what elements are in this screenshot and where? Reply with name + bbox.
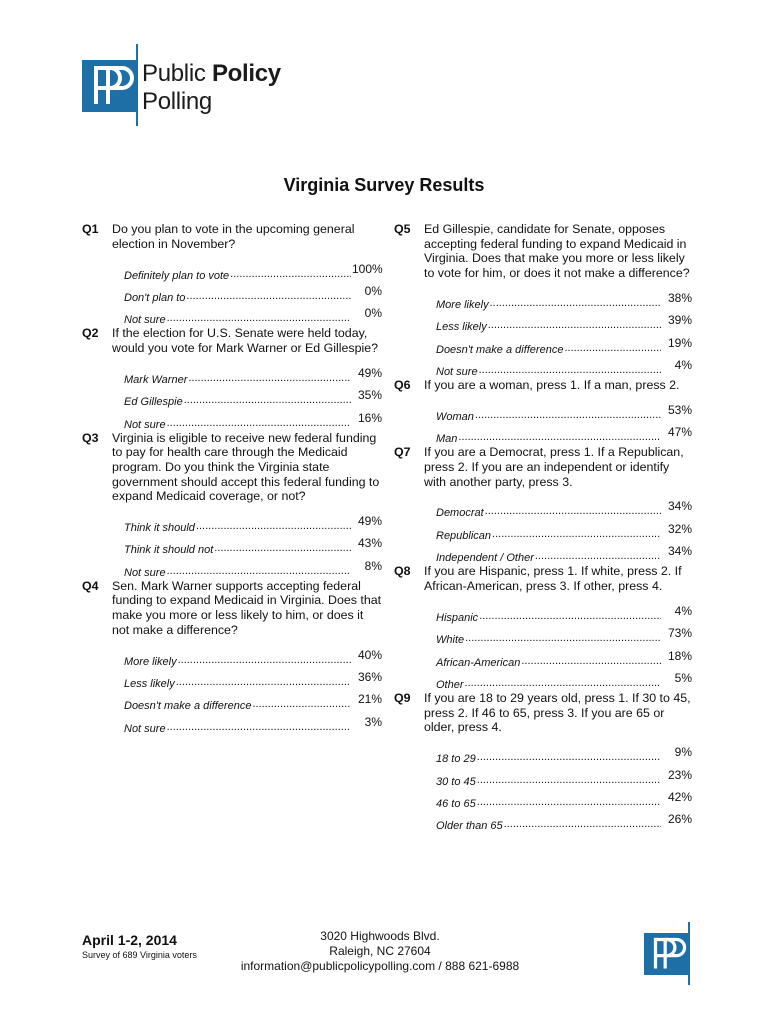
- dot-leader: [490, 298, 661, 309]
- answer-percent: 100%: [352, 261, 383, 276]
- answer-label: Ed Gillespie: [124, 396, 183, 409]
- brand-name-bold: Policy: [211, 60, 281, 87]
- answer-label: 30 to 45: [436, 775, 476, 788]
- question-block: [394, 445, 692, 564]
- question-block: [394, 691, 692, 832]
- answer-label: Definitely plan to vote: [124, 269, 230, 282]
- answer-label: African-American: [436, 656, 521, 669]
- ppp-logo-icon: [82, 60, 136, 112]
- answer-percent: 0%: [364, 306, 382, 321]
- question-block: [394, 564, 692, 691]
- dot-leader: [458, 432, 661, 443]
- dot-leader: [230, 269, 351, 280]
- answer-label: Independent / Other: [436, 552, 534, 565]
- dot-leader: [564, 343, 661, 354]
- answer-row: [436, 423, 692, 445]
- question-number: Q7: [394, 445, 411, 460]
- answer-label: Less likely: [436, 321, 487, 334]
- dot-leader: [465, 633, 661, 644]
- dot-leader: [488, 320, 661, 331]
- logo-divider: [136, 44, 138, 126]
- question-text: If the election for U.S. Senate were held today, would you vote for Mark Warner or Ed Gillespie?: [112, 326, 379, 355]
- answer-label: Older than 65: [436, 820, 503, 833]
- answer-row: [124, 259, 382, 281]
- answer-label: 18 to 29: [436, 753, 476, 766]
- answer-label: Not sure: [124, 566, 166, 579]
- dot-leader: [504, 819, 661, 830]
- answer-percent: 40%: [357, 647, 382, 662]
- question-text: Do you plan to vote in the upcoming general election in November?: [112, 222, 355, 251]
- answer-row: [124, 282, 382, 304]
- answer-percent: 16%: [357, 410, 382, 425]
- answer-percent: 4%: [674, 357, 692, 372]
- answer-label: Mark Warner: [124, 373, 188, 386]
- answer-row: [124, 645, 382, 667]
- answer-label: Less likely: [124, 678, 175, 691]
- question-block: [394, 222, 692, 378]
- answer-row: [124, 386, 382, 408]
- dot-leader: [214, 543, 351, 554]
- dot-leader: [252, 699, 351, 710]
- answer-percent: 4%: [674, 603, 692, 618]
- answer-row: [436, 311, 692, 333]
- answer-row: [436, 601, 692, 623]
- answer-label: Not sure: [436, 365, 478, 378]
- answer-row: [436, 401, 692, 423]
- question: [82, 222, 382, 251]
- answer-percent: 38%: [667, 290, 692, 305]
- brand-name-regular: Public: [142, 60, 212, 87]
- question-text: If you are a woman, press 1. If a man, press 2.: [424, 377, 680, 392]
- dot-leader: [477, 775, 661, 786]
- answer-label: Not sure: [124, 418, 166, 431]
- dot-leader: [188, 373, 351, 384]
- answer-row: [436, 810, 692, 832]
- answer-percent: 5%: [674, 671, 692, 686]
- address-line-1: 3020 Highwoods Blvd.: [320, 929, 440, 943]
- question-number: Q6: [394, 377, 411, 392]
- question-number: Q1: [82, 222, 99, 236]
- answer-percent: 47%: [667, 425, 692, 440]
- contact-block: [200, 929, 560, 974]
- answer-label: Don't plan to: [124, 291, 186, 304]
- answer-percent: 39%: [667, 313, 692, 328]
- dot-leader: [465, 678, 661, 689]
- dot-leader: [178, 655, 351, 666]
- answer-list: [124, 645, 382, 735]
- dot-leader: [186, 291, 351, 302]
- answer-label: Doesn't make a difference: [436, 343, 564, 356]
- answer-label: Democrat: [436, 507, 484, 520]
- answer-label: Think it should not: [124, 544, 214, 557]
- right-column: [394, 222, 692, 832]
- answer-list: [436, 401, 692, 446]
- question: [394, 691, 692, 735]
- answer-row: [124, 408, 382, 430]
- answer-label: White: [436, 634, 465, 647]
- question-block: [82, 431, 382, 579]
- dot-leader: [477, 797, 661, 808]
- dot-leader: [485, 506, 661, 517]
- answer-list: [436, 497, 692, 564]
- answer-percent: 49%: [357, 365, 382, 380]
- question: [394, 445, 692, 489]
- dot-leader: [479, 365, 661, 376]
- dot-leader: [196, 521, 351, 532]
- question: [82, 431, 382, 504]
- question: [394, 564, 692, 593]
- brand-name-line2: Polling: [142, 88, 212, 115]
- answer-label: Not sure: [124, 314, 166, 327]
- answer-row: [124, 712, 382, 734]
- answer-list: [124, 259, 382, 326]
- answer-percent: 8%: [364, 558, 382, 573]
- dot-leader: [477, 752, 661, 763]
- survey-sample: Survey of 689 Virginia voters: [82, 950, 197, 960]
- answer-percent: 42%: [667, 789, 692, 804]
- question-block: [82, 579, 382, 735]
- dot-leader: [475, 410, 661, 421]
- dot-leader: [176, 677, 351, 688]
- answer-percent: 9%: [674, 745, 692, 760]
- answer-list: [436, 288, 692, 378]
- answer-label: Doesn't make a difference: [124, 700, 252, 713]
- answer-row: [124, 304, 382, 326]
- answer-row: [436, 646, 692, 668]
- answer-percent: 19%: [667, 335, 692, 350]
- answer-label: 46 to 65: [436, 797, 476, 810]
- question: [394, 378, 692, 393]
- answer-row: [124, 690, 382, 712]
- answer-row: [436, 542, 692, 564]
- answer-row: [436, 788, 692, 810]
- answer-percent: 0%: [364, 283, 382, 298]
- question-text: If you are 18 to 29 years old, press 1. If 30 to 45, press 2. If 46 to 65, press 3. If you are 65 or older, press 4.: [424, 691, 691, 735]
- answer-row: [124, 556, 382, 578]
- answer-percent: 73%: [667, 626, 692, 641]
- answer-row: [436, 288, 692, 310]
- answer-percent: 43%: [357, 536, 382, 551]
- address-line-2: Raleigh, NC 27604: [329, 944, 431, 958]
- answer-percent: 53%: [667, 402, 692, 417]
- ppp-footer-logo-icon: [644, 933, 688, 975]
- survey-date: April 1-2, 2014: [82, 932, 177, 948]
- dot-leader: [492, 529, 661, 540]
- dot-leader: [535, 551, 661, 562]
- question-block: [82, 222, 382, 326]
- answer-percent: 3%: [364, 714, 382, 729]
- answer-row: [436, 333, 692, 355]
- answer-percent: 18%: [667, 648, 692, 663]
- answer-row: [124, 668, 382, 690]
- answer-label: Republican: [436, 529, 492, 542]
- answer-percent: 23%: [667, 767, 692, 782]
- answer-row: [436, 669, 692, 691]
- answer-percent: 34%: [667, 544, 692, 559]
- answer-list: [124, 512, 382, 579]
- answer-percent: 21%: [357, 692, 382, 707]
- question-block: [394, 378, 692, 445]
- question-number: Q8: [394, 564, 411, 579]
- page-title: Virginia Survey Results: [283, 175, 485, 195]
- left-column: [82, 222, 382, 735]
- answer-row: [124, 364, 382, 386]
- answer-label: More likely: [124, 655, 177, 668]
- question-text: If you are Hispanic, press 1. If white, press 2. If African-American, press 3. If other, press 4.: [424, 564, 682, 593]
- question-number: Q2: [82, 326, 99, 341]
- question: [82, 579, 382, 637]
- dot-leader: [167, 313, 351, 324]
- brand-name: [142, 60, 281, 116]
- dot-leader: [479, 611, 661, 622]
- answer-percent: 36%: [357, 670, 382, 685]
- answer-label: Think it should: [124, 522, 195, 535]
- question-text: Sen. Mark Warner supports accepting federal funding to expand Medicaid in Virginia. Does that make you more or less likely to him, or does it not make a difference?: [112, 578, 382, 637]
- answer-label: Man: [436, 433, 458, 446]
- answer-row: [436, 356, 692, 378]
- dot-leader: [167, 722, 351, 733]
- answer-list: [124, 364, 382, 431]
- answer-row: [436, 765, 692, 787]
- question-text: Virginia is eligible to receive new federal funding to pay for health care through the Medicaid program. Do you think the Virginia state government should accept this federal funding to expand Medicaid coverage, or not?: [112, 430, 380, 504]
- question-number: Q5: [394, 222, 411, 236]
- answer-percent: 35%: [357, 388, 382, 403]
- answer-row: [436, 519, 692, 541]
- question-block: [82, 326, 382, 430]
- answer-label: Hispanic: [436, 611, 479, 624]
- answer-row: [124, 534, 382, 556]
- answer-row: [436, 743, 692, 765]
- question: [82, 326, 382, 355]
- answer-label: Other: [436, 679, 464, 692]
- dot-leader: [184, 395, 351, 406]
- answer-percent: 32%: [667, 521, 692, 536]
- answer-row: [436, 624, 692, 646]
- question-number: Q4: [82, 578, 99, 593]
- answer-row: [436, 497, 692, 519]
- question-text: Ed Gillespie, candidate for Senate, opposes accepting federal funding to expand Medicaid in Virginia. Does that make you more or less likely to vote for him, or does it not make a difference?: [424, 222, 690, 280]
- question-text: If you are a Democrat, press 1. If a Republican, press 2. If you are an independent or identify with another party, press 3.: [424, 445, 684, 489]
- answer-row: [124, 512, 382, 534]
- question-number: Q9: [394, 691, 411, 706]
- question-number: Q3: [82, 430, 99, 445]
- answer-percent: 49%: [357, 514, 382, 529]
- footer-logo-divider: [688, 922, 690, 985]
- answer-percent: 26%: [667, 812, 692, 827]
- answer-label: Woman: [436, 410, 474, 423]
- answer-list: [436, 601, 692, 691]
- question: [394, 222, 692, 280]
- answer-percent: 34%: [667, 499, 692, 514]
- answer-label: Not sure: [124, 722, 166, 735]
- contact-info: information@publicpolicypolling.com / 888 621-6988: [240, 959, 520, 973]
- dot-leader: [167, 566, 351, 577]
- dot-leader: [167, 418, 351, 429]
- dot-leader: [521, 656, 661, 667]
- answer-label: More likely: [436, 298, 489, 311]
- answer-list: [436, 743, 692, 833]
